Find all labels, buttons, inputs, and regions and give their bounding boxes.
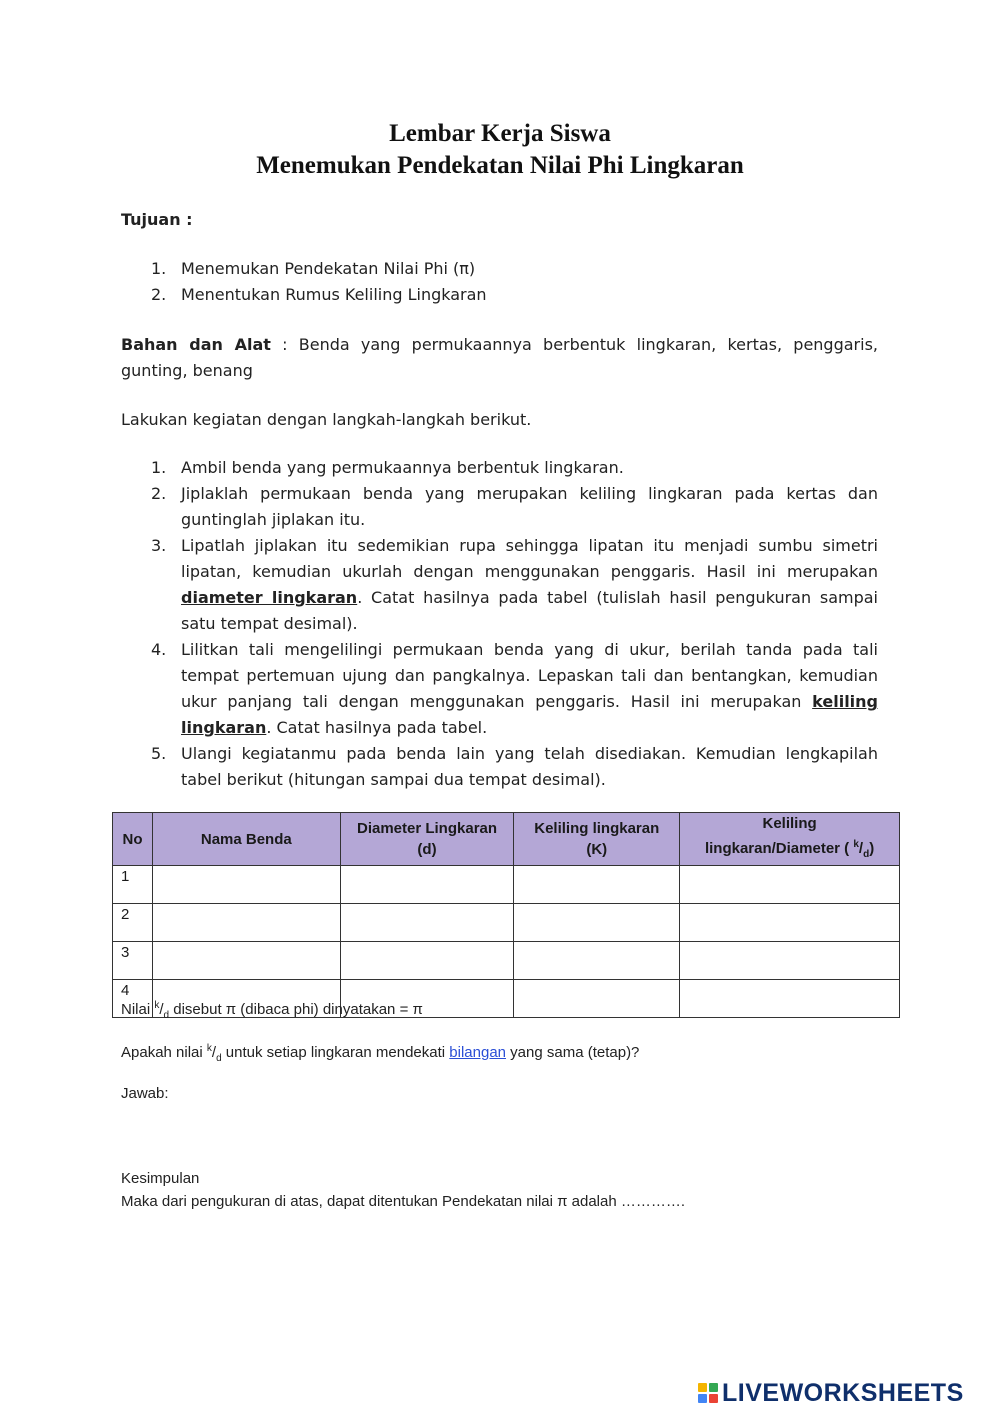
kesimpulan-label: Kesimpulan (121, 1170, 200, 1187)
kesimpulan-text: Maka dari pengukuran di atas, dapat ditentukan Pendekatan nilai π adalah …………. (121, 1193, 686, 1210)
header-keliling: Keliling lingkaran (K) (514, 813, 680, 866)
bahan-paragraph: Bahan dan Alat : Benda yang permukaannya berbentuk lingkaran, kertas, penggaris, gunting, benang (121, 335, 878, 380)
list-item: 2. Menentukan Rumus Keliling Lingkaran (151, 285, 487, 304)
measurement-table (112, 812, 900, 1018)
bilangan-link[interactable]: bilangan (449, 1044, 506, 1061)
cell-ratio[interactable] (680, 942, 900, 980)
cell-nama-benda[interactable] (152, 866, 340, 904)
cell-keliling[interactable] (514, 866, 680, 904)
list-item: 1. Ambil benda yang permukaannya berbentuk lingkaran. (151, 458, 624, 477)
title-line-1: Lembar Kerja Siswa (389, 120, 611, 147)
cell-no: 2 (113, 904, 153, 942)
steps-list (121, 455, 878, 793)
cell-diameter[interactable] (340, 942, 514, 980)
cell-diameter[interactable] (340, 904, 514, 942)
header-diameter: Diameter Lingkaran (d) (340, 813, 514, 866)
cell-no: 1 (113, 866, 153, 904)
table-row (113, 942, 900, 980)
list-item: 1. Menemukan Pendekatan Nilai Phi (π) (151, 259, 476, 278)
list-item: 2. Jiplaklah permukaan benda yang merupakan keliling lingkaran pada kertas dan guntinglah jiplakan itu. (151, 484, 878, 529)
cell-nama-benda[interactable] (152, 904, 340, 942)
header-no: No (113, 813, 153, 866)
cell-keliling[interactable] (514, 904, 680, 942)
title-line-2: Menemukan Pendekatan Nilai Phi Lingkaran (256, 152, 744, 179)
cell-no: 4 (113, 980, 153, 1018)
table-header-row (113, 813, 900, 866)
logo-text: LIVEWORKSHEETS (722, 1378, 964, 1407)
question-text: Apakah nilai $^k/_d$ untuk setiap lingkaran mendekati bilangan yang sama (tetap)? (121, 1043, 640, 1064)
phi-note: Nilai $^k/_d$ disebut π (dibaca phi) dinyatakan = π (121, 1000, 423, 1021)
table-row (113, 866, 900, 904)
tujuan-list (121, 256, 878, 308)
tujuan-label: Tujuan : (121, 210, 193, 229)
bahan-label: Bahan dan Alat (121, 335, 271, 354)
header-ratio: Keliling lingkaran/Diameter ( $^k/_d$) (680, 813, 900, 866)
list-item: 5. Ulangi kegiatanmu pada benda lain yang telah disediakan. Kemudian lengkapilah tabel berikut (hitungan sampai dua tempat desimal). (151, 744, 878, 789)
cell-ratio[interactable] (680, 866, 900, 904)
logo-blocks-icon (698, 1383, 718, 1403)
cell-ratio[interactable] (680, 904, 900, 942)
cell-diameter[interactable] (340, 866, 514, 904)
cell-no: 3 (113, 942, 153, 980)
header-nama-benda: Nama Benda (152, 813, 340, 866)
table-row (113, 904, 900, 942)
jawab-label: Jawab: (121, 1085, 169, 1102)
cell-ratio[interactable] (680, 980, 900, 1018)
list-item: 3. Lipatlah jiplakan itu sedemikian rupa sehingga lipatan itu menjadi sumbu simetri lipatan, kemudian ukurlah dengan menggunakan penggaris. Hasil ini merupakan diameter lingkaran. Catat hasilnya pada tabel (tulislah hasil pengukuran sampai satu tempat desimal). (151, 536, 878, 633)
cell-nama-benda[interactable] (152, 942, 340, 980)
intro-text: Lakukan kegiatan dengan langkah-langkah berikut. (121, 410, 532, 429)
diameter-emphasis: diameter lingkaran (181, 588, 358, 607)
keliling-emphasis: keliling lingkaran (181, 692, 878, 737)
list-item: 4. Lilitkan tali mengelilingi permukaan benda yang di ukur, berilah tanda pada tali tempat pertemuan ujung dan pangkalnya. Lepaskan tali dan bentangkan, kemudian ukur panjang tali dengan menggunakan penggaris. Hasil ini merupakan keliling lingkaran. Catat hasilnya pada tabel. (151, 640, 878, 737)
liveworksheets-logo (698, 1378, 964, 1408)
cell-keliling[interactable] (514, 980, 680, 1018)
cell-keliling[interactable] (514, 942, 680, 980)
